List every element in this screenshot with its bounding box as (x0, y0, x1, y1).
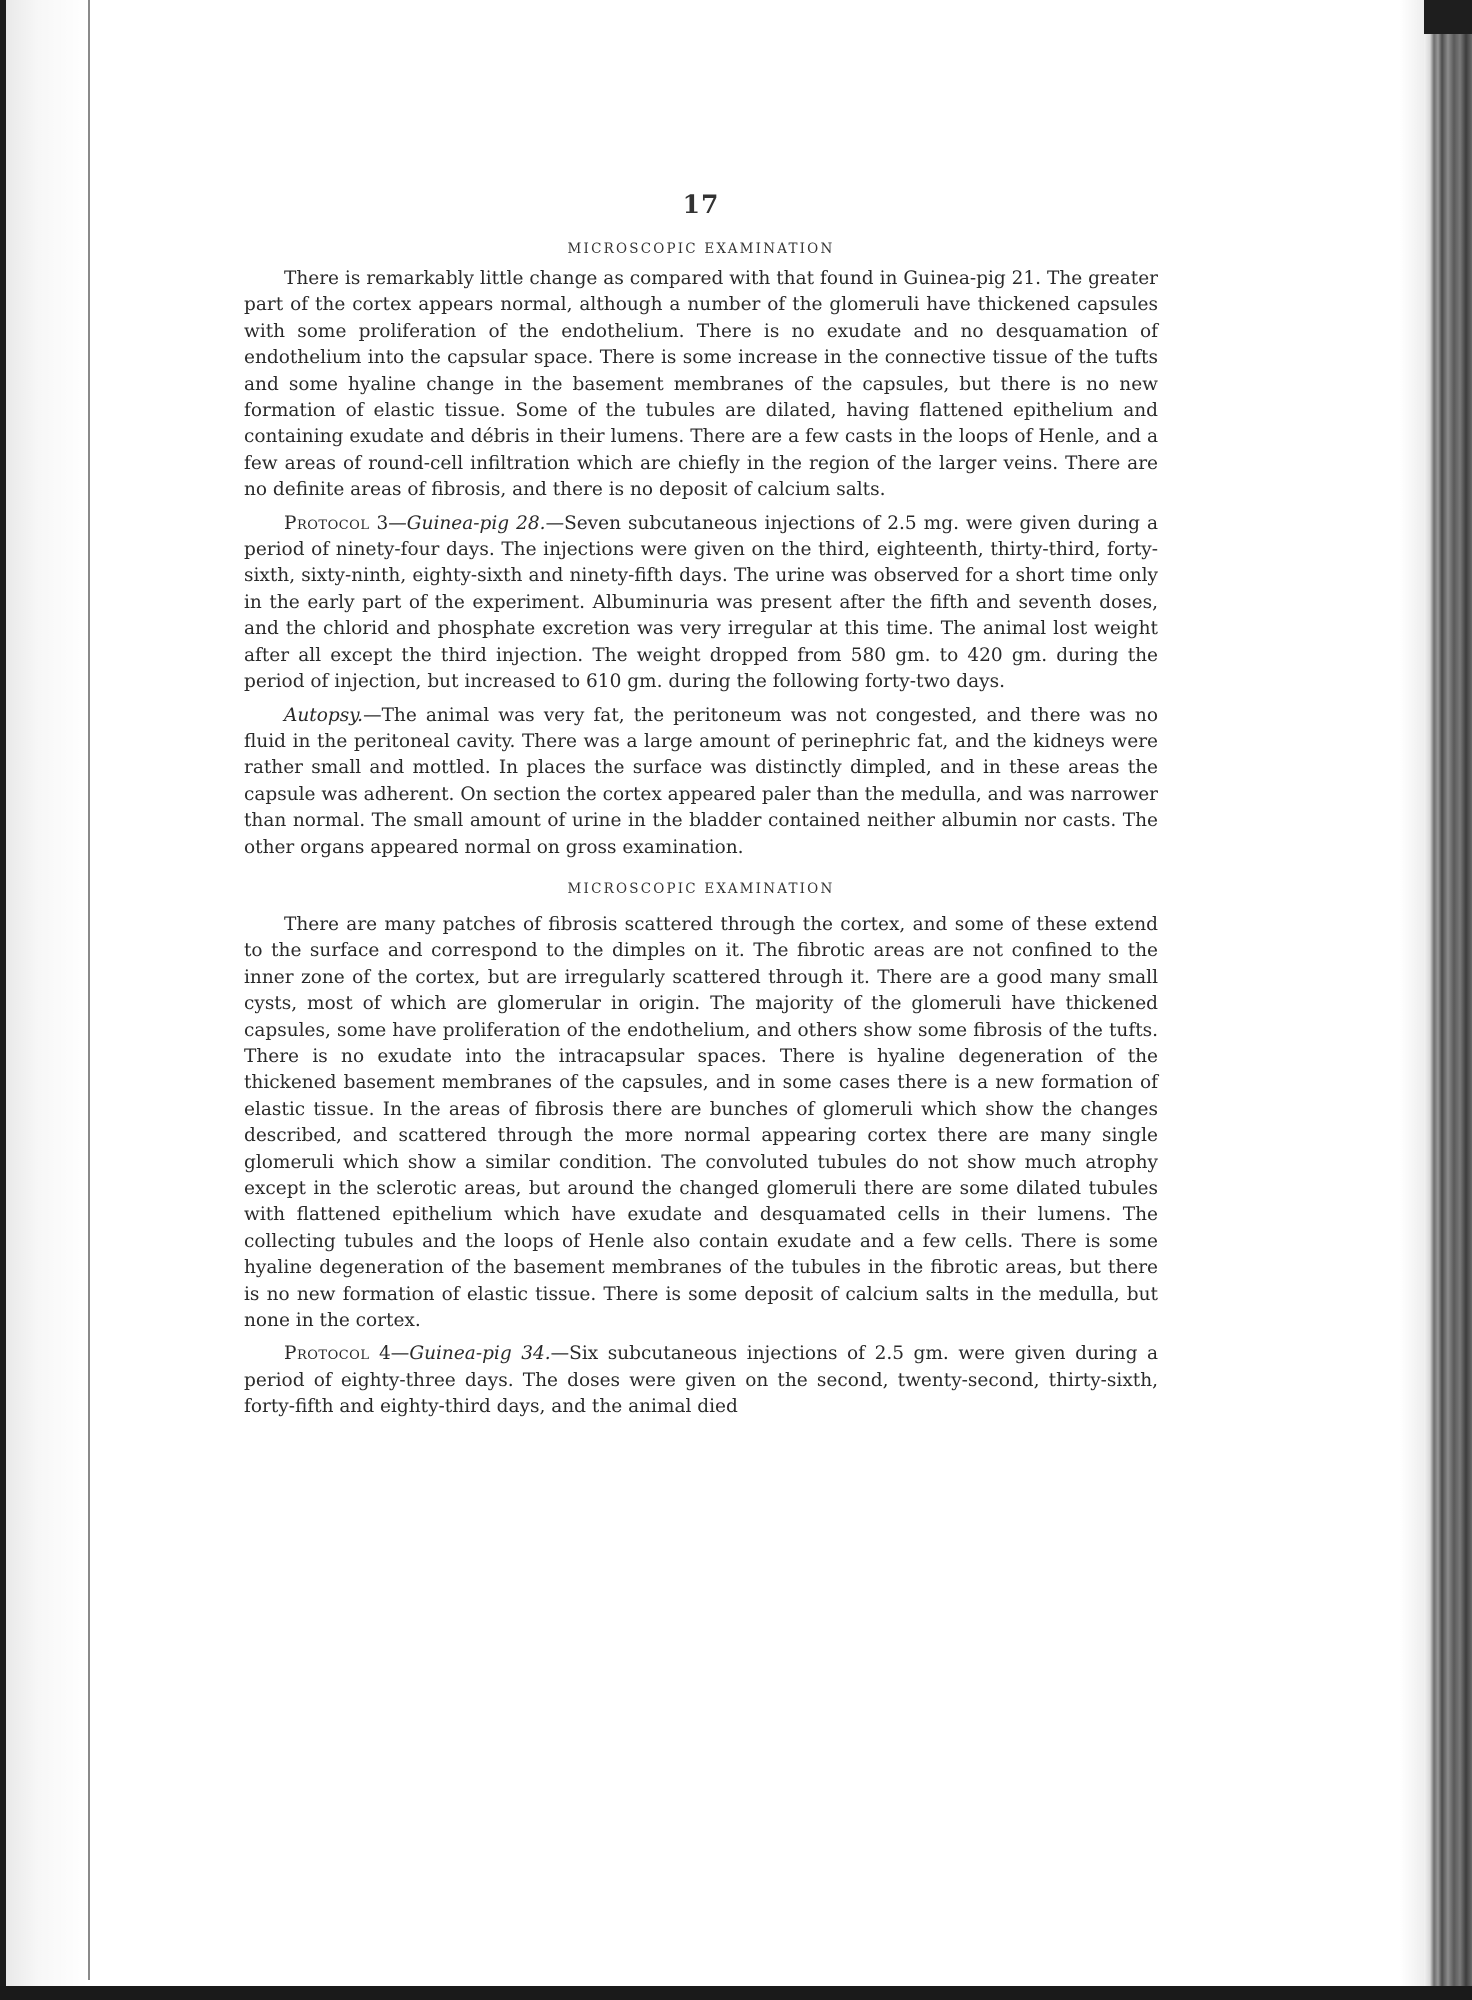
autopsy-text: The animal was very fat, the peritoneum was not congested, and there was no fluid in the peritoneal cavity. There was a large amount of perinephric fat, and the kidneys were rather small and mottled. In places the surface was distinctly dimpled, and in these areas the capsule was adherent. On section the cortex appeared paler than the medulla, and was narrower than normal. The small amount of urine in the bladder contained neither albumin nor casts. The other organs appeared normal on gross examination. (244, 704, 1158, 858)
paragraph-protocol-4 (244, 1341, 1158, 1420)
paragraph-autopsy (244, 703, 1158, 861)
paragraph-microscopic-1: There is remarkably little change as compared with that found in Guinea-pig 21. The greater part of the cortex appears normal, although a number of the glomeruli have thickened capsules with some proliferation of the endothelium. There is no exudate and no desquamation of endothelium into the capsular space. There is some increase in the connective tissue of the tufts and some hyaline change in the basement membranes of the capsules, but there is no new formation of elastic tissue. Some of the tubules are dilated, having flattened epithelium and containing exudate and débris in their lumens. There are a few casts in the loops of Henle, and a few areas of round-cell infiltration which are chiefly in the region of the larger veins. There are no definite areas of fibrosis, and there is no deposit of calcium salts. (244, 268, 1158, 501)
protocol-4-label: Protocol (284, 1343, 370, 1365)
protocol-4-number: 4— (369, 1343, 410, 1365)
scan-left-gutter (6, 0, 88, 2000)
protocol-4-dash: — (550, 1343, 570, 1365)
autopsy-dash: — (363, 704, 382, 726)
protocol-3-number: 3— (369, 512, 407, 534)
protocol-3-subject: Guinea-pig 28. (406, 512, 546, 534)
protocol-4-subject: Guinea-pig 34. (409, 1343, 551, 1365)
scan-left-rule (88, 0, 90, 1980)
protocol-4-text: Six subcutaneous injections of 2.5 gm. were given during a period of eighty-three days. The doses were given on the second, twenty-second, thirty-sixth, forty-fifth and eighty-third days, and the animal died (244, 1343, 1159, 1418)
protocol-3-label: Protocol (284, 512, 370, 534)
protocol-3-dash: — (545, 512, 565, 534)
autopsy-label: Autopsy. (284, 704, 364, 726)
paragraph-microscopic-2: There are many patches of fibrosis scattered through the cortex, and some of these extend to the surface and correspond to the dimples on it. The fibrotic areas are not confined to the inner zone of the cortex, but are irregularly scattered through it. There are a good many small cysts, most of which are glomerular in origin. The majority of the glomeruli have thickened capsules, some have proliferation of the endothelium, and others show some fibrosis of the tufts. There is no exudate into the intracapsular spaces. There is hyaline degeneration of the thickened basement membranes of the capsules, and in some cases there is a new formation of elastic tissue. In the areas of fibrosis there are bunches of glomeruli which show the changes described, and scattered through the more normal appearing cortex there are many single glomeruli which show a similar condition. The convoluted tubules do not show much atrophy except in the sclerotic areas, but around the changed glomeruli there are some dilated tubules with flattened epithelium which have exudate and desquamated cells in their lumens. The collecting tubules and the loops of Henle also contain exudate and a few cells. There is some hyaline degeneration of the basement membranes of the tubules in the fibrotic areas, but there is no new formation of elastic tissue. There is some deposit of calcium salts in the medulla, but none in the cortex. (244, 913, 1158, 1332)
section-heading-microscopic-2: MICROSCOPIC EXAMINATION (567, 880, 835, 897)
paragraph-protocol-3 (244, 511, 1158, 696)
scan-bottom-border (0, 1986, 1472, 2000)
page-number: 17 (682, 190, 720, 219)
page-binding-shadow (1400, 0, 1424, 2000)
book-edge (1424, 0, 1472, 2000)
section-heading-microscopic-1: MICROSCOPIC EXAMINATION (567, 241, 835, 257)
book-corner (1424, 0, 1472, 34)
page-text-block (244, 178, 1158, 1428)
protocol-3-text: Seven subcutaneous injections of 2.5 mg. were given during a period of ninety-four days. The injections were given on the third, eighteenth, thirty-third, forty-sixth, sixty-ninth, eighty-sixth and ninety-fifth days. The urine was observed for a short time only in the early part of the experiment. Albuminuria was present after the fifth and seventh doses, and the chlorid and phosphate excretion was very irregular at this time. The animal lost weight after all except the third injection. The weight dropped from 580 gm. to 420 gm. during the period of injection, but increased to 610 gm. during the following forty-two days. (244, 512, 1158, 693)
